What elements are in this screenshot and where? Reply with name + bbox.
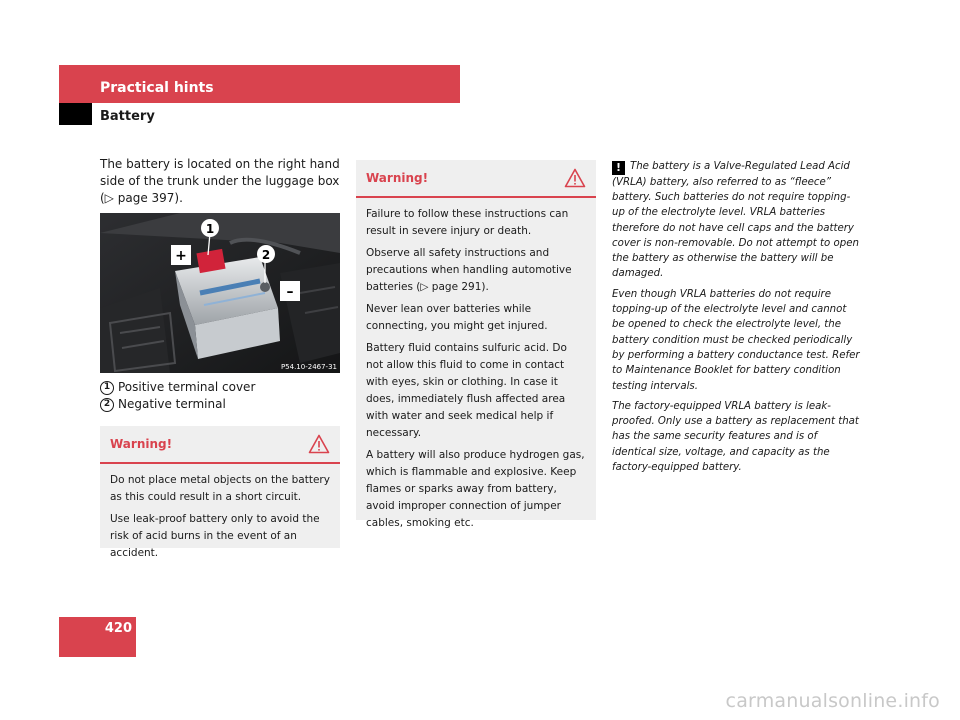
battery-illustration — [100, 213, 340, 373]
photo-code: P54.10-2467-31 — [280, 363, 337, 371]
warning-box-battery-safety — [356, 160, 596, 529]
subsection-marker — [59, 103, 92, 125]
warning-paragraph: Never lean over batteries while connecting, you might get injured. — [366, 303, 548, 332]
warning-paragraph: Failure to follow these instructions can result in severe injury or death. — [366, 208, 569, 237]
photo-legend — [100, 379, 255, 413]
minus-label: – — [286, 284, 294, 300]
warning-body — [356, 198, 596, 545]
exclamation-icon: ! — [612, 161, 625, 175]
warning-paragraph: A battery will also produce hydrogen gas, which is flammable and explosive. Keep flames or sparks away from battery, avoid improper connection of jumper cables, smoking etc. — [366, 449, 585, 529]
warning-paragraph: Observe all safety instructions and precautions when handling automotive batteries (▷ page 291). — [366, 247, 572, 293]
warning-title: Warning! — [366, 171, 429, 185]
intro-paragraph: The battery is located on the right hand side of the trunk under the luggage box (▷ page 397). — [100, 157, 340, 205]
warning-body — [100, 464, 340, 575]
plus-label: + — [175, 248, 187, 264]
note-paragraph — [612, 159, 862, 282]
note-paragraph: Even though VRLA batteries do not require topping-up of the electrolyte level and cannot be opened to check the electrolyte level, the battery condition must be checked periodically by performing a battery conductance test. Refer to Maintenance Booklet for battery condition testing intervals. — [612, 288, 860, 392]
legend-text: Positive terminal cover — [118, 380, 256, 394]
legend-number: 2 — [100, 398, 114, 412]
warning-paragraph: Use leak-proof battery only to avoid the risk of acid burns in the event of an accident. — [110, 513, 320, 559]
legend-item — [100, 396, 255, 413]
vrla-note — [612, 159, 862, 480]
watermark: carmanualsonline.info — [725, 690, 940, 712]
warning-title: Warning! — [110, 437, 173, 451]
photo-callout-1: 1 — [205, 222, 215, 236]
legend-number: 1 — [100, 381, 114, 395]
subsection-title: Battery — [100, 109, 155, 124]
warning-header — [100, 426, 340, 464]
warning-paragraph: Do not place metal objects on the battery as this could result in a short circuit. — [110, 474, 330, 503]
warning-triangle-icon — [564, 168, 586, 188]
photo-callout-2: 2 — [261, 248, 271, 262]
warning-box-short-circuit — [100, 426, 340, 559]
warning-triangle-icon — [308, 434, 330, 454]
battery-photo — [100, 213, 340, 373]
note-paragraph: The factory-equipped VRLA battery is leak-proofed. Only use a battery as replacement that has the same security features and is of identical size, voltage, and capacity as the factory-equipped battery. — [612, 400, 859, 473]
warning-paragraph: Battery fluid contains sulfuric acid. Do not allow this fluid to come in contact with eyes, skin or clothing. In case it does, immediately flush affected area with water and seek medical help if necessary. — [366, 342, 567, 439]
warning-header — [356, 160, 596, 198]
legend-item — [100, 379, 255, 396]
section-title: Practical hints — [100, 80, 214, 96]
legend-text: Negative terminal — [118, 397, 226, 411]
note-text: The battery is a Valve-Regulated Lead Acid (VRLA) battery, also referred to as “fleece” battery. Such batteries do not require topping-up of the electrolyte level. VRLA batteries therefore do not have cell caps and the battery cover is non-removable. Do not attempt to open the battery as otherwise the battery will be damaged. — [612, 161, 859, 280]
page-number: 420 — [104, 621, 132, 636]
